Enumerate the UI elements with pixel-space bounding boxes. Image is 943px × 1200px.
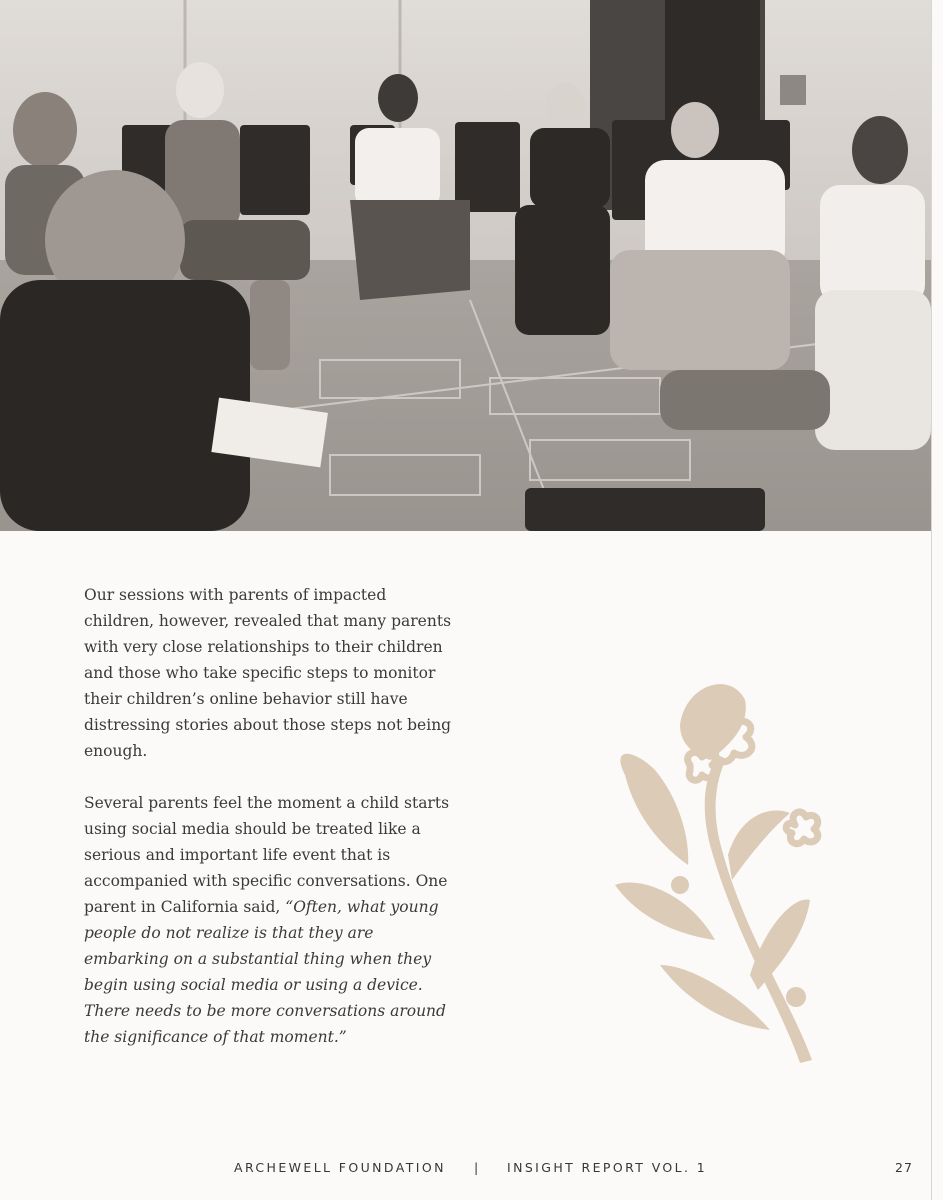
footer-separator: | [474,1160,481,1175]
page-edge [931,0,932,1200]
footer-report-title: INSIGHT REPORT VOL. 1 [507,1160,708,1175]
parent-quote: “Often, what young people do not realize is that they are embarking on a substantial thing when they begin using social media or using a device. There needs to be more conversations around the significance of that moment.” [84,898,446,1046]
group-photo [0,0,931,531]
flower-icon [600,665,860,1075]
paragraph-2 [84,790,454,1050]
flower-illustration [600,665,860,1075]
page-number: 27 [895,1160,913,1175]
paragraph-2-text: Several parents feel the moment a child starts using social media should be treated like a serious and important life event that is accompanied with specific conversations. One parent in California said, [84,794,450,916]
group-photo-image [0,0,931,531]
page-footer [0,1160,943,1184]
body-text [84,582,454,1076]
footer-org: ARCHEWELL FOUNDATION [234,1160,446,1175]
paragraph-1: Our sessions with parents of impacted children, however, revealed that many parents with very close relationships to their children and those who take specific steps to monitor their children’s online behavior still have distressing stories about those steps not being enough. [84,586,452,760]
